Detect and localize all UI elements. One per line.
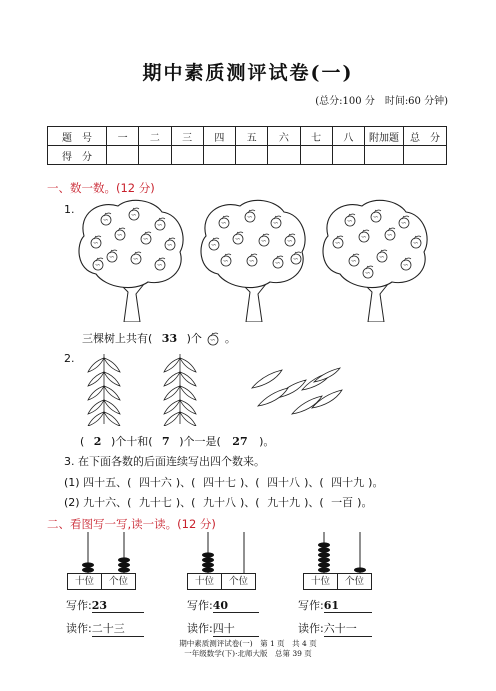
q1-number: 1. [64, 203, 75, 216]
apple-icon [205, 332, 221, 346]
abacus-2 [186, 532, 262, 574]
q2-text-4: )。 [259, 435, 275, 448]
place-value-table-3 [303, 573, 372, 590]
tens-label: 十位 [188, 574, 222, 589]
score-cell[interactable] [332, 146, 364, 165]
abacus-bead [118, 557, 130, 562]
score-table [47, 126, 447, 165]
q1-suffix: )个 [186, 332, 202, 345]
q1-sentence [82, 330, 236, 346]
tens-label: 十位 [304, 574, 338, 589]
score-header-cell: 八 [332, 127, 364, 146]
write-label: 写作: [66, 599, 92, 612]
score-header-cell: 三 [171, 127, 203, 146]
abacus-bead [202, 567, 214, 572]
read-label: 读作: [187, 622, 213, 635]
footer-line-2: 一年级数学(下)·北师大版 总第 39 页 [184, 649, 312, 658]
abacus-bead [318, 567, 330, 572]
write-row-3 [298, 597, 372, 613]
write-answer[interactable]: 61 [324, 599, 372, 613]
score-cell[interactable] [300, 146, 332, 165]
score-header-cell: 六 [268, 127, 300, 146]
write-label: 写作: [298, 599, 324, 612]
score-header-cell: 附加题 [365, 127, 404, 146]
score-cell[interactable] [268, 146, 300, 165]
q1-end: 。 [224, 332, 236, 345]
q3-row-2: (2) 九十六、( 九十七 )、( 九十八 )、( 九十九 )、( 一百 )。 [64, 496, 373, 509]
section1-heading: 一、数一数。(12 分) [47, 181, 155, 195]
q1-answer[interactable]: 33 [161, 332, 178, 345]
q3-row-1: (1) 四十五、( 四十六 )、( 四十七 )、( 四十八 )、( 四十九 )。 [64, 476, 384, 489]
abacus-bead [202, 552, 214, 557]
place-value-table-2 [187, 573, 256, 590]
score-header-cell: 题 号 [48, 127, 107, 146]
score-header-cell: 五 [236, 127, 268, 146]
abacus-bead [318, 542, 330, 547]
abacus-bead [354, 567, 366, 572]
q3-row-start: (1) 四十五、( [64, 476, 132, 489]
abacus-bead [318, 547, 330, 552]
exam-info: (总分:100 分 时间:60 分钟) [315, 96, 448, 107]
q2-answer-tens[interactable]: 2 [93, 435, 102, 448]
abacus-bead [318, 552, 330, 557]
q3-answer[interactable]: 四十七 [202, 476, 236, 489]
read-label: 读作: [66, 622, 92, 635]
abacus-bead [118, 562, 130, 567]
footer-line-1: 期中素质测评试卷(一) 第 1 页 共 4 页 [179, 639, 317, 648]
q2-answer-ones[interactable]: 7 [162, 435, 170, 448]
read-row-3 [298, 620, 372, 637]
write-row-2 [187, 597, 259, 613]
score-table-header-row [48, 127, 447, 146]
apple-trees-illustration [76, 194, 448, 322]
read-answer[interactable]: 二十三 [92, 620, 144, 637]
score-header-cell: 二 [139, 127, 171, 146]
abacus-bead [82, 562, 94, 567]
read-label: 读作: [298, 622, 324, 635]
read-row-2 [187, 620, 259, 637]
q1-prefix: 三棵树上共有( [82, 332, 153, 345]
score-cell[interactable] [171, 146, 203, 165]
score-cell[interactable] [236, 146, 268, 165]
ones-label: 个位 [344, 576, 364, 587]
write-answer[interactable]: 40 [213, 599, 259, 613]
place-value-table-1 [67, 573, 136, 590]
ones-label: 个位 [228, 576, 248, 587]
score-header-cell: 一 [107, 127, 139, 146]
score-header-cell: 四 [203, 127, 235, 146]
abacus-bead [82, 567, 94, 572]
q2-answer-total[interactable]: 27 [232, 435, 248, 448]
q2-text-1: ( [80, 435, 85, 448]
q3-answer[interactable]: 四十八 [267, 476, 301, 489]
read-answer[interactable]: 四十 [213, 620, 259, 637]
tens-label: 十位 [68, 574, 102, 589]
score-header-cell: 总 分 [404, 127, 447, 146]
q2-number: 2. [64, 352, 75, 365]
read-row-1 [66, 620, 144, 637]
abacus-bead [118, 567, 130, 572]
q2-text-2: )个十和( [110, 435, 153, 448]
q3-answer[interactable]: 九十九 [267, 496, 301, 509]
score-cell[interactable] [107, 146, 139, 165]
read-answer[interactable]: 六十一 [324, 620, 372, 637]
page-title: 期中素质测评试卷(一) [142, 62, 354, 84]
write-answer[interactable]: 23 [92, 599, 144, 613]
score-cell[interactable] [365, 146, 404, 165]
abacus-bead [202, 562, 214, 567]
abacus-bead [318, 557, 330, 562]
score-header-cell: 七 [300, 127, 332, 146]
write-label: 写作: [187, 599, 213, 612]
abacus-3 [302, 532, 378, 574]
abacus-bead [318, 562, 330, 567]
pepper-bundles-illustration [74, 352, 344, 426]
ones-label: 个位 [108, 576, 128, 587]
abacus-bead [202, 557, 214, 562]
score-cell[interactable] [203, 146, 235, 165]
q2-text-3: )个一是( [179, 435, 221, 448]
score-cell[interactable] [404, 146, 447, 165]
score-cell[interactable] [139, 146, 171, 165]
q3-answer[interactable]: 九十八 [202, 496, 236, 509]
q3-instruction: 3. 在下面各数的后面连续写出四个数来。 [64, 455, 265, 468]
score-row-label: 得 分 [48, 146, 107, 165]
q3-answer[interactable]: 四十六 [138, 476, 172, 489]
write-row-1 [66, 597, 144, 613]
q2-sentence [80, 433, 274, 449]
q3-row-start: (2) 九十六、( [64, 496, 132, 509]
score-table-score-row [48, 146, 447, 165]
q3-answer[interactable]: 九十七 [138, 496, 172, 509]
q3-answer[interactable]: 四十九 [331, 476, 365, 489]
q3-answer[interactable]: 一百 [331, 496, 354, 509]
abacus-1 [66, 532, 142, 574]
section2-heading: 二、看图写一写,读一读。(12 分) [47, 517, 216, 531]
